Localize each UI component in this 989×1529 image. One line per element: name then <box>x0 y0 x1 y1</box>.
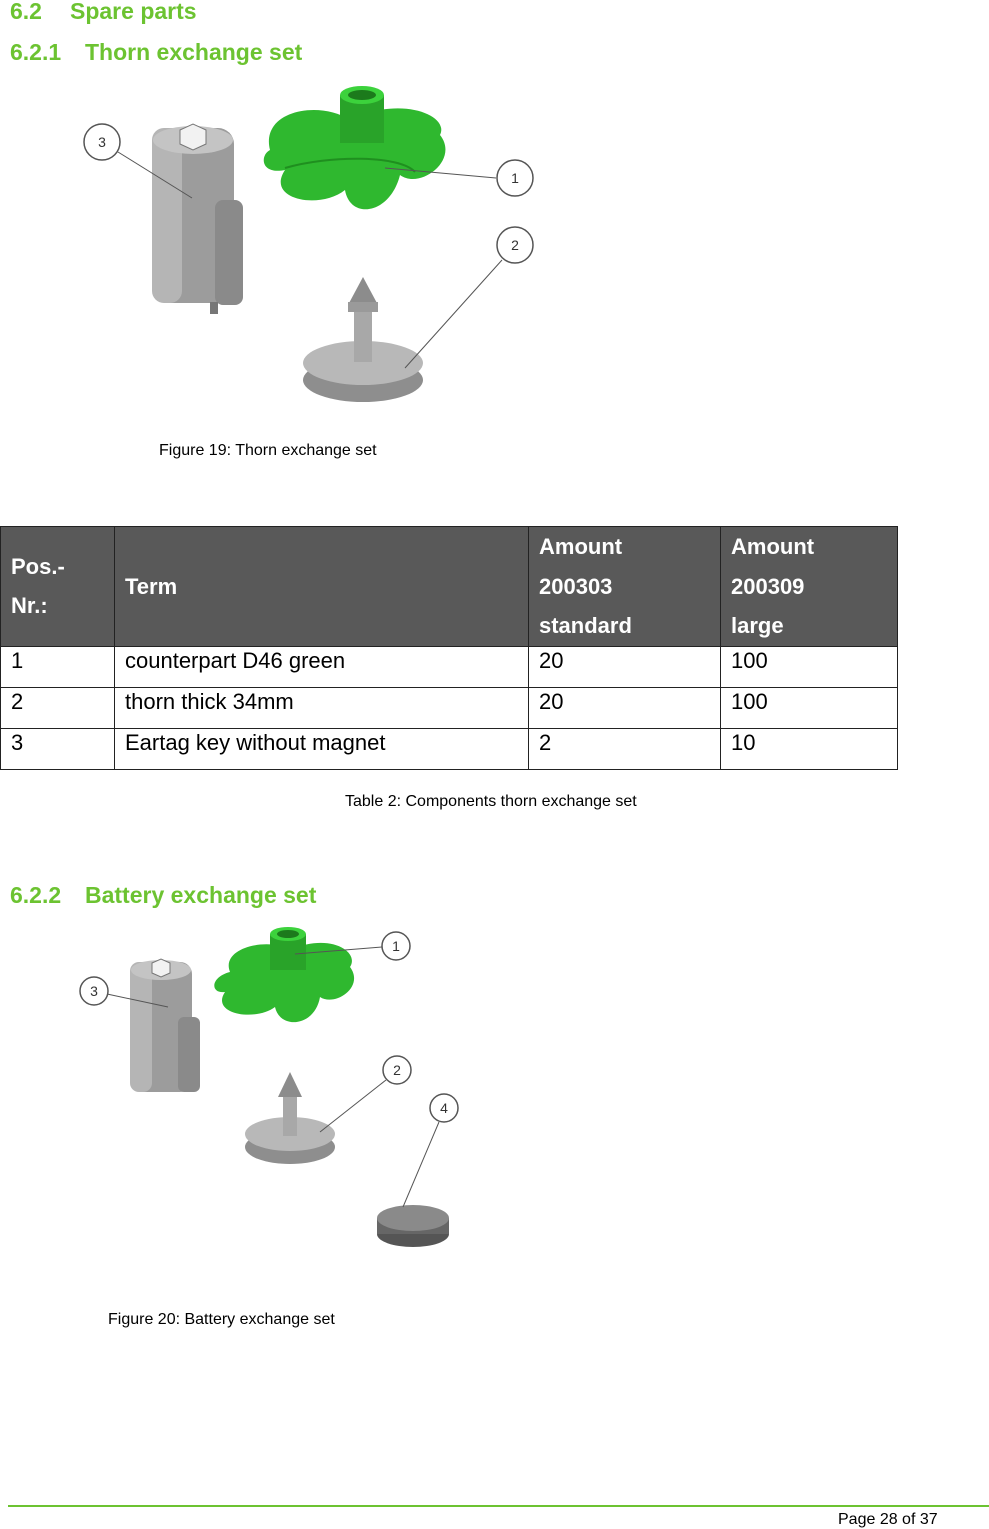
cell-term: thorn thick 34mm <box>115 687 529 728</box>
svg-text:1: 1 <box>511 170 519 186</box>
subsection-heading-battery <box>10 882 316 909</box>
cell-term: Eartag key without magnet <box>115 728 529 769</box>
svg-text:2: 2 <box>511 237 519 253</box>
callout-2 <box>405 227 533 368</box>
table-header-row <box>1 527 898 647</box>
header-pos-nr: Pos.- Nr.: <box>1 527 115 647</box>
callout-2 <box>320 1056 411 1132</box>
cell-pos: 1 <box>1 646 115 687</box>
cell-amount-standard: 20 <box>529 646 721 687</box>
svg-text:4: 4 <box>440 1100 448 1116</box>
svg-text:3: 3 <box>98 134 106 150</box>
table-row <box>1 687 898 728</box>
table-2-caption: Table 2: Components thorn exchange set <box>345 793 637 810</box>
cell-amount-large: 100 <box>721 687 898 728</box>
subsection-title: Thorn exchange set <box>85 39 303 65</box>
section-heading <box>10 0 197 25</box>
figure-19-caption: Figure 19: Thorn exchange set <box>159 442 377 459</box>
subsection-heading-thorn <box>10 39 302 66</box>
subsection-number: 6.2.1 <box>10 39 62 65</box>
cell-pos: 3 <box>1 728 115 769</box>
svg-text:2: 2 <box>393 1062 401 1078</box>
footer-divider <box>8 1505 989 1507</box>
table-row <box>1 728 898 769</box>
battery-exchange-set-figure <box>70 922 470 1257</box>
thorn-illustration <box>245 1072 335 1164</box>
subsection-title: Battery exchange set <box>85 882 317 908</box>
page-number: Page 28 of 37 <box>838 1511 938 1528</box>
header-amount-standard: Amount 200303 standard <box>529 527 721 647</box>
callout-4 <box>403 1094 458 1207</box>
svg-text:3: 3 <box>90 983 98 999</box>
header-term: Term <box>115 527 529 647</box>
eartag-key-illustration <box>130 959 200 1092</box>
figure-20-caption: Figure 20: Battery exchange set <box>108 1311 335 1328</box>
section-title: Spare parts <box>70 0 197 24</box>
svg-text:1: 1 <box>392 938 400 954</box>
cell-amount-standard: 20 <box>529 687 721 728</box>
table-row <box>1 646 898 687</box>
cell-amount-standard: 2 <box>529 728 721 769</box>
components-table <box>0 526 898 770</box>
battery-illustration <box>377 1205 449 1247</box>
thorn-exchange-set-figure <box>70 80 550 425</box>
green-counterpart-illustration <box>214 927 354 1022</box>
cell-amount-large: 100 <box>721 646 898 687</box>
section-number: 6.2 <box>10 0 42 24</box>
green-counterpart-illustration <box>264 86 446 209</box>
cell-amount-large: 10 <box>721 728 898 769</box>
eartag-key-illustration <box>152 124 243 314</box>
header-amount-large: Amount 200309 large <box>721 527 898 647</box>
cell-term: counterpart D46 green <box>115 646 529 687</box>
cell-pos: 2 <box>1 687 115 728</box>
subsection-number: 6.2.2 <box>10 882 62 908</box>
thorn-illustration <box>303 277 423 402</box>
